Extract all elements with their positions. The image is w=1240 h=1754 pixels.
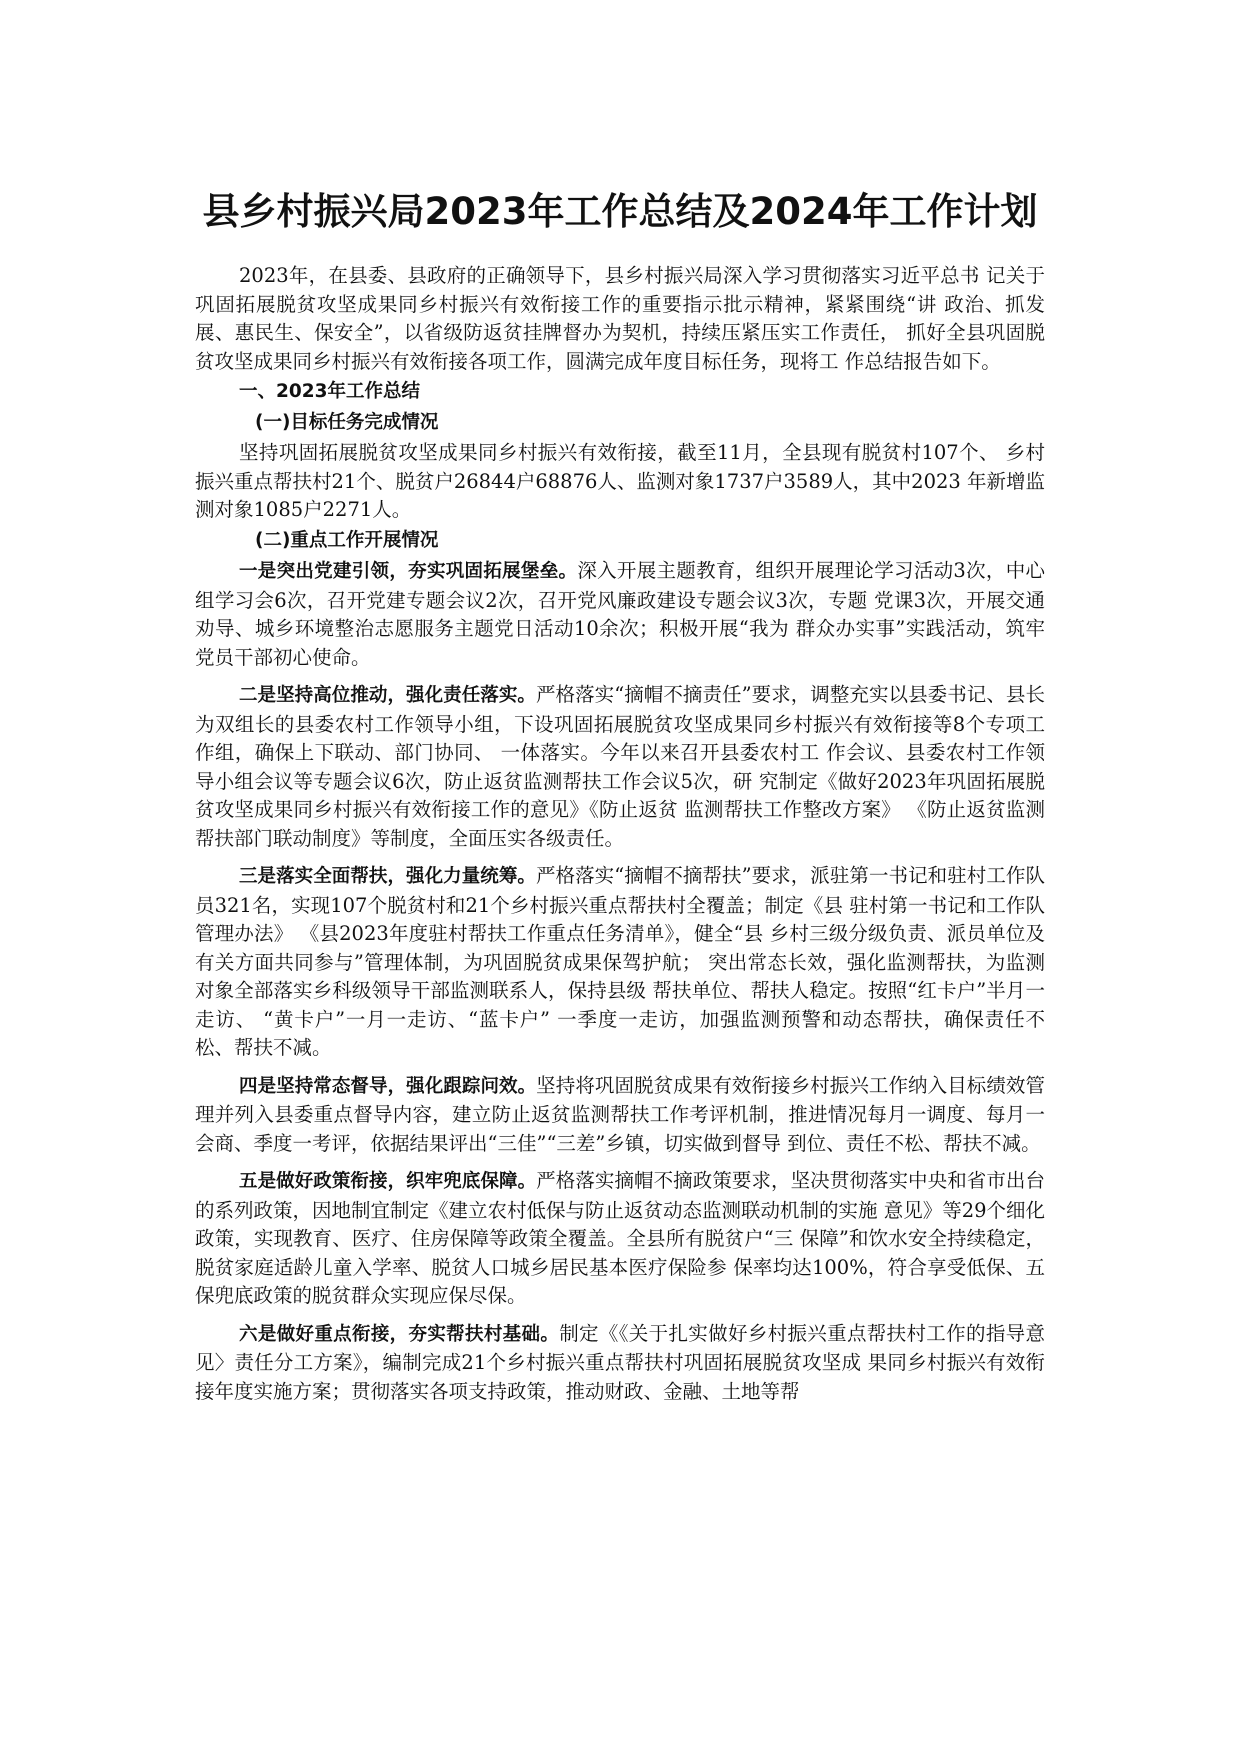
intro-paragraph: 2023年，在县委、县政府的正确领导下，县乡村振兴局深入学习贯彻落实习近平总书 记关于巩固拓展脱贫攻坚成果同乡村振兴有效衔接工作的重要指示批示精神，紧紧围绕“讲 政治、抓发展、惠民生、保安全”，以省级防返贫挂牌督办为契机，持续压紧压实工作责任， 抓好全县巩固脱贫攻坚成果同乡村振兴有效衔接各项工作，圆满完成年度目标任务，现将工 作总结报告如下。 — [195, 264, 1045, 373]
work-item-paragraph — [195, 1167, 1045, 1311]
work-item-text: 严格落实摘帽不摘政策要求，坚决贯彻落实中央和省市出台的系列政策，因地制宜制定《建立农村低保与防止返贫动态监测联动机制的实施 意见》等29个细化政策，实现教育、医疗、住房保障等政策全覆盖。全县所有脱贫户“三 保障”和饮水安全持续稳定，脱贫家庭适龄儿童入学率、脱贫人口城乡居民基本医疗保险参 保率均达100%，符合享受低保、五保兜底政策的脱贫群众实现应保尽保。 — [195, 1169, 1046, 1307]
work-item-text: 坚持将巩固脱贫成果有效衔接乡村振兴工作纳入目标绩效管理并列入县委重点督导内容，建立防止返贫监测帮扶工作考评机制，推进情况每月一调度、每月一会商、季度一考评，依据结果评出“三佳”“三差”乡镇，切实做到督导 到位、责任不松、帮扶不减。 — [195, 1073, 1045, 1155]
work-item-text: 制定《《关于扎实做好乡村振兴重点帮扶村工作的指导意见〉责任分工方案》，编制完成21个乡村振兴重点帮扶村巩固拓展脱贫攻坚成 果同乡村振兴有效衔接年度实施方案；贯彻落实各项支持政策，推动财政、金融、土地等帮 — [195, 1321, 1045, 1403]
subsection-heading: (一)目标任务完成情况 — [255, 411, 439, 433]
work-item-text: 深入开展主题教育，组织开展理论学习活动3次，中心组学习会6次，召开党建专题会议2次，召开党风廉政建设专题会议3次，专题 党课3次，开展交通劝导、城乡环境整治志愿服务主题党日活动10余次；积极开展“我为 群众办实事”实践活动，筑牢党员干部初心使命。 — [195, 559, 1045, 669]
work-item-paragraph — [195, 1072, 1045, 1159]
section-heading: 一、2023年工作总结 — [239, 381, 420, 402]
work-item-paragraph — [195, 681, 1045, 853]
work-item-lead: 三是落实全面帮扶，强化力量统筹。 — [239, 866, 536, 887]
work-item-lead: 六是做好重点衔接，夯实帮扶村基础。 — [239, 1323, 560, 1345]
target-summary-paragraph: 坚持巩固拓展脱贫攻坚成果同乡村振兴有效衔接，截至11月，全县现有脱贫村107个、 乡村振兴重点帮扶村21个、脱贫户26844户68876人、监测对象1737户3589人，其中2023 年新增监测对象1085户2271人。 — [195, 441, 1045, 521]
work-item-text: 严格落实“摘帽不摘责任”要求，调整充实以县委书记、县长为双组长的县委农村工作领导小组，下设巩固拓展脱贫攻坚成果同乡村振兴有效衔接等8个专项工作组，确保上下联动、部门协同、 一体落实。今年以来召开县委农村工 作会议、县委农村工作领导小组会议等专题会议6次，防止返贫监测帮扶工作会议5次，研 究制定《做好2023年巩固拓展脱贫攻坚成果同乡村振兴有效衔接工作的意见》《防止返贫 监测帮扶工作整改方案》 《防止返贫监测帮扶部门联动制度》等制度，全面压实各级责任。 — [195, 683, 1045, 850]
work-item-lead: 一是突出党建引领，夯实巩固拓展堡垒。 — [239, 561, 578, 582]
work-item-lead: 四是坚持常态督导，强化跟踪问效。 — [239, 1075, 537, 1097]
subsection-heading: (二)重点工作开展情况 — [255, 529, 439, 551]
work-item-text: 严格落实“摘帽不摘帮扶”要求，派驻第一书记和驻村工作队员321名，实现107个脱贫村和21个乡村振兴重点帮扶村全覆盖；制定《县 驻村第一书记和工作队管理办法》 《县2023年度驻村帮扶工作重点任务清单》，健全“县 乡村三级分级负责、派员单位及有关方面共同参与”管理体制，为巩固脱贫成果保驾护航； 突出常态长效，强化监测帮扶，为监测对象全部落实乡科级领导干部监测联系人，保持县级 帮扶单位、帮扶人稳定。按照“红卡户”半月一走访、 “黄卡户”一月一走访、“蓝卡户” 一季度一走访，加强监测预警和动态帮扶，确保责任不松、帮扶不减。 — [195, 864, 1045, 1059]
work-item-lead: 二是坚持高位推动，强化责任落实。 — [239, 685, 536, 706]
work-item-paragraph — [195, 862, 1045, 1063]
document-title: 县乡村振兴局2023年工作总结及2024年工作计划 — [202, 190, 1038, 233]
work-item-lead: 五是做好政策衔接，织牢兜底保障。 — [239, 1171, 537, 1192]
work-item-paragraph — [195, 1320, 1045, 1407]
work-item-paragraph — [195, 557, 1045, 672]
document-body — [195, 262, 1045, 1408]
